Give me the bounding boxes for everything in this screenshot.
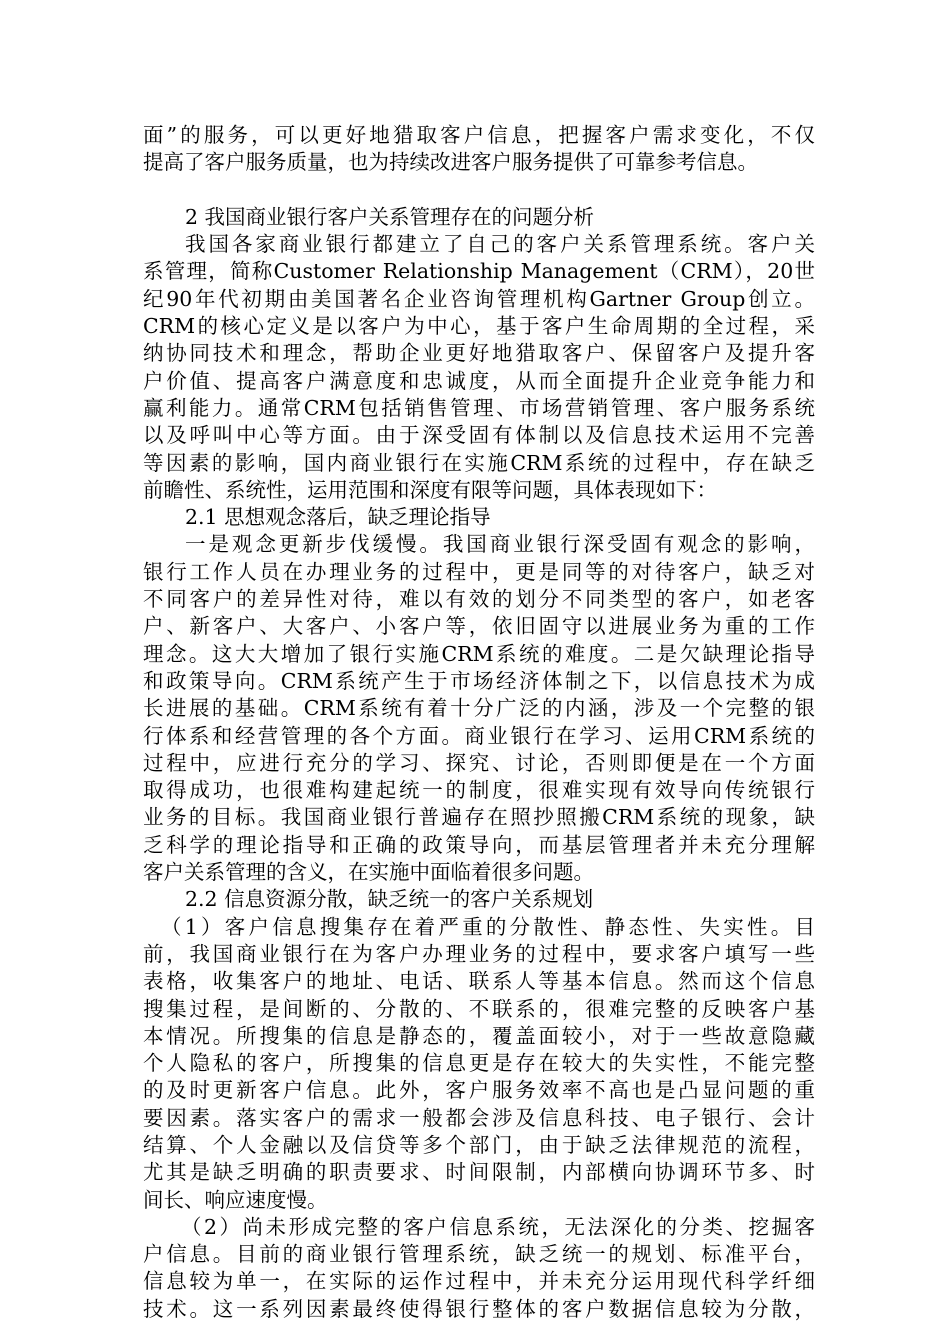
document-body [143, 122, 815, 1323]
text-line: 提高了客户服务质量，也为持续改进客户服务提供了可靠参考信息。 [143, 150, 758, 175]
text-line: 前，我国商业银行在为客户办理业务的过程中，要求客户填写一些 [143, 941, 815, 966]
text-line: （1）客户信息搜集存在着严重的分散性、静态性、失实性。目 [161, 914, 815, 939]
text-line: 间长、响应速度慢。 [143, 1187, 328, 1212]
text-line: 取得成功，也很难构建起统一的制度，很难实现有效导向传统银行 [143, 778, 815, 803]
paragraph-gap [143, 177, 815, 204]
section-heading-2: 2 我国商业银行客户关系管理存在的问题分析 [185, 204, 595, 229]
text-line: 过程中，应进行充分的学习、探究、讨论，否则即便是在一个方面 [143, 750, 815, 775]
text-line: 业务的目标。我国商业银行普遍存在照抄照搬CRM系统的现象，缺 [143, 805, 815, 830]
text-line: 信息较为单一，在实际的运作过程中，并未充分运用现代科学纤细 [143, 1269, 815, 1294]
text-line: 行体系和经营管理的各个方面。商业银行在学习、运用CRM系统的 [143, 723, 815, 748]
section-2-1-paragraph [143, 531, 815, 886]
section-2-2-item-2 [143, 1214, 815, 1323]
text-line: 纪90年代初期由美国著名企业咨询管理机构Gartner Group创立。 [143, 286, 815, 311]
intro-paragraph [143, 122, 815, 177]
text-line: 户、新客户、大客户、小客户等，依旧固守以进展业务为重的工作 [143, 614, 815, 639]
section-heading-2-1: 2.1 思想观念落后，缺乏理论指导 [185, 505, 491, 530]
text-line: 长进展的基础。CRM系统有着十分广泛的内涵，涉及一个完整的银 [143, 696, 815, 721]
section-2-2-item-1 [143, 914, 815, 1214]
text-line: 银行工作人员在办理业务的过程中，更是同等的对待客户，缺乏对 [143, 559, 815, 584]
text-line: 结算、个人金融以及信贷等多个部门，由于缺乏法律规范的流程， [143, 1132, 815, 1157]
section-heading-2-2: 2.2 信息资源分散，缺乏统一的客户关系规划 [185, 887, 594, 912]
text-line: 和政策导向。CRM系统产生于市场经济体制之下，以信息技术为成 [143, 668, 815, 693]
text-line: 表格，收集客户的地址、电话、联系人等基本信息。然而这个信息 [143, 969, 815, 994]
text-line: 赢利能力。通常CRM包括销售管理、市场营销管理、客户服务系统 [143, 395, 815, 420]
text-line: 以及呼叫中心等方面。由于深受固有体制以及信息技术运用不完善 [143, 423, 815, 448]
text-line: 等因素的影响，国内商业银行在实施CRM系统的过程中，存在缺乏 [143, 450, 815, 475]
text-line: （2）尚未形成完整的客户信息系统，无法深化的分类、挖掘客 [181, 1214, 815, 1239]
text-line: CRM的核心定义是以客户为中心，基于客户生命周期的全过程，采 [143, 314, 815, 339]
text-line: 一是观念更新步伐缓慢。我国商业银行深受固有观念的影响， [185, 532, 815, 557]
text-line: 的及时更新客户信息。此外，客户服务效率不高也是凸显问题的重 [143, 1078, 815, 1103]
text-line: 前瞻性、系统性，运用范围和深度有限等问题，具体表现如下： [143, 477, 717, 502]
text-line: 客户关系管理的含义，在实施中面临着很多问题。 [143, 860, 594, 885]
text-line: 户信息。目前的商业银行管理系统，缺乏统一的规划、标准平台， [143, 1242, 815, 1267]
text-line: 乏科学的理论指导和正确的政策导向，而基层管理者并未充分理解 [143, 832, 815, 857]
text-line: 本情况。所搜集的信息是静态的，覆盖面较小，对于一些故意隐藏 [143, 1023, 815, 1048]
text-line: 纳协同技术和理念，帮助企业更好地猎取客户、保留客户及提升客 [143, 341, 815, 366]
text-line: 系管理，简称Customer Relationship Management（CRM），20世 [143, 259, 815, 284]
section-2-paragraph [143, 231, 815, 504]
text-line: 不同客户的差异性对待，难以有效的划分不同类型的客户，如老客 [143, 587, 815, 612]
text-line: 尤其是缺乏明确的职责要求、时间限制，内部横向协调环节多、时 [143, 1160, 815, 1185]
text-line: 个人隐私的客户，所搜集的信息更是存在较大的失实性，不能完整 [143, 1051, 815, 1076]
text-line: 要因素。落实客户的需求一般都会涉及信息科技、电子银行、会计 [143, 1105, 815, 1130]
text-line: 技术。这一系列因素最终使得银行整体的客户数据信息较为分散， [143, 1296, 815, 1321]
text-line: 面”的服务，可以更好地猎取客户信息，把握客户需求变化，不仅 [143, 123, 815, 147]
text-line: 搜集过程，是间断的、分散的、不联系的，很难完整的反映客户基 [143, 996, 815, 1021]
text-line: 户价值、提高客户满意度和忠诚度，从而全面提升企业竞争能力和 [143, 368, 815, 393]
text-line: 理念。这大大增加了银行实施CRM系统的难度。二是欠缺理论指导 [143, 641, 815, 666]
text-line: 我国各家商业银行都建立了自己的客户关系管理系统。客户关 [185, 232, 815, 257]
